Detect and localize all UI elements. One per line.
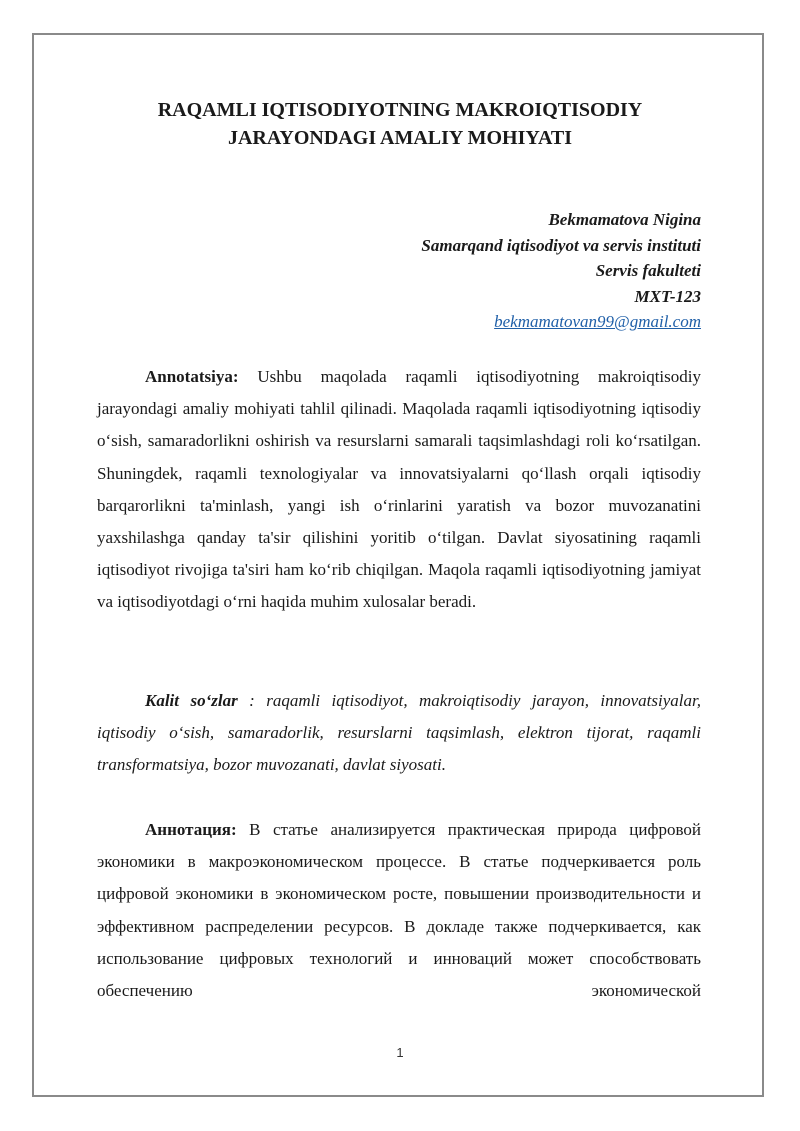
author-block xyxy=(421,207,701,335)
author-faculty: Servis fakulteti xyxy=(595,261,701,280)
annotation-uz xyxy=(97,361,701,619)
page-number: 1 xyxy=(396,1045,404,1060)
author-group: MXT-123 xyxy=(634,286,701,306)
keywords-text: : raqamli iqtisodiyot, makroiqtisodiy jarayon, innovatsiyalar, iqtisodiy o‘sish, samaradorlik, resurslarni taqsimlash, elektron tijorat, raqamli transformatsiya, bozor muvozanati, davlat siyosati. xyxy=(97,691,701,775)
title-line-1: RAQAMLI IQTISODIYOTNING MAKROIQTISODIY xyxy=(157,99,643,121)
article-title xyxy=(40,96,760,152)
keywords-label: Kalit so‘zlar xyxy=(145,691,238,710)
annotation-ru xyxy=(97,814,701,1007)
annotation-ru-text: В статье анализируется практическая природа цифровой экономики в макроэкономическом процессе. В статье подчеркивается роль цифровой экономики в экономическом росте, повышении производительности и эффективном распределении ресурсов. В докладе также подчеркивается, как использование цифровых технологий и инноваций может способствовать обеспечению экономической xyxy=(97,820,701,1001)
annotation-ru-label: Аннотация: xyxy=(145,820,237,839)
keywords xyxy=(97,685,701,782)
annotation-uz-label: Annotatsiya: xyxy=(145,367,239,386)
author-name: Bekmamatova Nigina xyxy=(548,210,701,229)
title-line-2: JARAYONDAGI AMALIY MOHIYATI xyxy=(227,127,573,149)
author-email-link[interactable]: bekmamatovan99@gmail.com xyxy=(494,312,701,331)
annotation-uz-text: Ushbu maqolada raqamli iqtisodiyotning makroiqtisodiy jarayondagi amaliy mohiyati tahlil qilinadi. Maqolada raqamli iqtisodiyotning iqtisodiy o‘sish, samaradorlikni oshirish va resurslarni samarali taqsimlashdagi roli ko‘rsatilgan. Shuningdek, raqamli texnologiyalar va innovatsiyalarni qo‘llash orqali iqtisodiy barqarorlikni ta'minlash, yangi ish o‘rinlarini yaratish va bozor muvozanatini yaxshilashga qanday ta'sir qilishini yoritib o‘tilgan. Davlat siyosatining raqamli iqtisodiyot rivojiga ta'siri ham ko‘rib chiqilgan. Maqola raqamli iqtisodiyotning jamiyat va iqtisodiyotdagi o‘rni haqida muhim xulosalar beradi. xyxy=(97,367,701,612)
author-institution: Samarqand iqtisodiyot va servis instituti xyxy=(421,235,701,255)
